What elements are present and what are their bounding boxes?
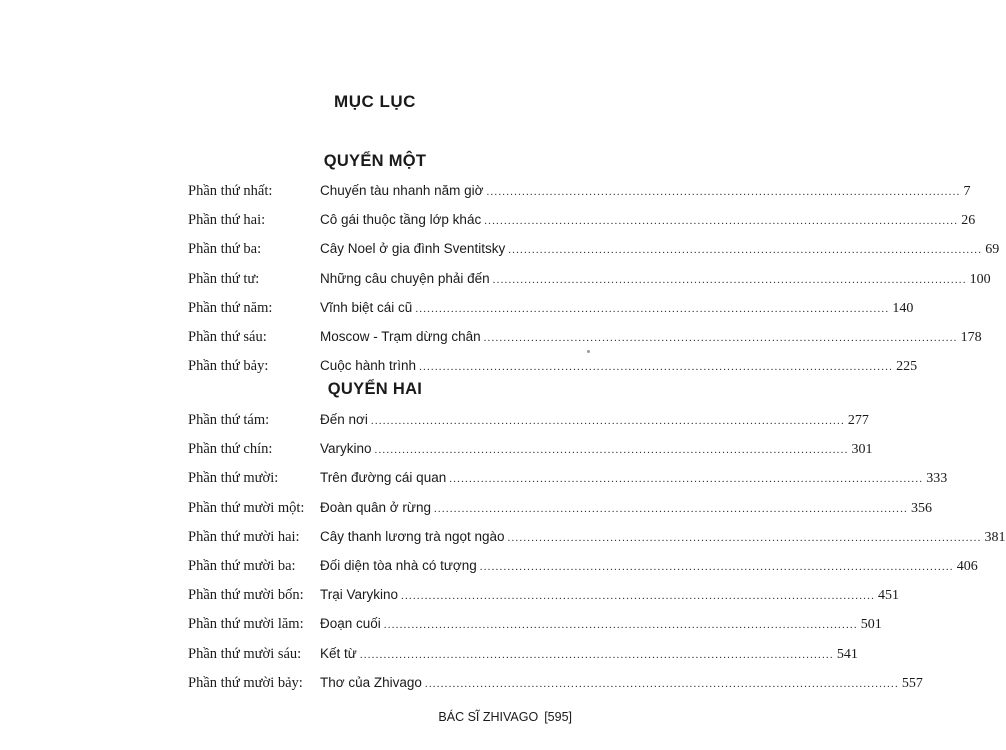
toc-dot-leader: ........................................................................................................................ xyxy=(401,590,876,603)
toc-chapter-title: Trại Varykino xyxy=(320,587,399,603)
toc-dot-leader: ........................................................................................................................ xyxy=(492,273,967,286)
toc-dot-leader: ........................................................................................................................ xyxy=(479,560,954,573)
footer-book-name: BÁC SĨ ZHIVAGO xyxy=(438,710,539,724)
toc-page-number: 301 xyxy=(851,442,873,458)
toc-chapter-title: Kết từ xyxy=(320,645,357,661)
toc-entry xyxy=(0,673,923,702)
toc-part-label: Phần thứ tám: xyxy=(188,412,270,428)
toc-dot-leader: ........................................................................................................................ xyxy=(370,415,845,427)
toc-dot-leader: ........................................................................................................................ xyxy=(433,502,908,515)
toc-part-label: Phần thứ tư: xyxy=(188,270,260,287)
toc-part-label: Phần thứ sáu: xyxy=(188,328,267,345)
toc-dot-leader: ........................................................................................................................ xyxy=(415,302,890,315)
toc-dot-leader: ........................................................................................................................ xyxy=(424,677,899,690)
toc-page-number: 225 xyxy=(896,359,918,375)
toc-chapter xyxy=(320,410,869,431)
toc-list-book-one xyxy=(0,181,1000,385)
toc-entry xyxy=(0,239,1000,268)
toc-chapter xyxy=(320,239,1000,260)
toc-part-label: Phần thứ bảy: xyxy=(188,358,269,375)
toc-dot-leader: ........................................................................................................................ xyxy=(419,361,894,374)
toc-chapter xyxy=(320,585,900,606)
toc-dot-leader: ........................................................................................................................ xyxy=(486,186,961,198)
toc-entry xyxy=(0,527,1006,556)
toc-page-number: 451 xyxy=(878,588,900,604)
toc-page-number: 406 xyxy=(956,558,978,574)
toc-entry xyxy=(0,498,932,527)
toc-part-label: Phần thứ chín: xyxy=(188,441,273,458)
toc-part-label: Phần thứ mười ba: xyxy=(188,557,296,574)
toc-chapter xyxy=(320,356,918,377)
toc-chapter-title: Cây thanh lương trà ngọt ngào xyxy=(320,528,505,544)
toc-page-number: 26 xyxy=(961,213,976,229)
toc-chapter-title: Đối diện tòa nhà có tượng xyxy=(320,557,477,573)
toc-chapter xyxy=(320,468,948,489)
toc-chapter xyxy=(320,498,932,519)
toc-page-number: 381 xyxy=(984,529,1006,545)
toc-chapter xyxy=(320,673,923,694)
footer-page-number: [595] xyxy=(544,710,572,724)
toc-dot-leader: ........................................................................................................................ xyxy=(507,531,982,544)
toc-chapter-title: Những câu chuyện phải đến xyxy=(320,270,490,286)
toc-part-label: Phần thứ mười bảy: xyxy=(188,674,303,691)
toc-chapter-title: Cuộc hành trình xyxy=(320,358,417,374)
toc-chapter xyxy=(320,298,914,319)
toc-dot-leader: ........................................................................................................................ xyxy=(383,619,858,632)
book-one-heading: QUYỂN MỘT xyxy=(323,152,427,170)
toc-part-label: Phần thứ nhất: xyxy=(188,183,273,199)
toc-entry xyxy=(0,585,900,614)
toc-chapter-title: Cô gái thuộc tầng lớp khác xyxy=(320,212,482,228)
toc-part-label: Phần thứ hai: xyxy=(188,212,266,229)
toc-chapter-title: Chuyến tàu nhanh năm giờ xyxy=(320,183,484,198)
toc-part-label: Phần thứ mười hai: xyxy=(188,528,300,545)
toc-entry xyxy=(0,410,869,439)
toc-part-label: Phần thứ mười bốn: xyxy=(188,587,304,604)
toc-chapter xyxy=(320,269,991,290)
toc-page-number: 69 xyxy=(985,242,1000,258)
toc-chapter-title: Thơ của Zhivago xyxy=(320,674,422,690)
toc-page-number: 100 xyxy=(969,271,991,287)
toc-chapter xyxy=(320,327,982,348)
toc-dot-leader: ........................................................................................................................ xyxy=(359,648,834,661)
toc-page-number: 501 xyxy=(860,617,882,633)
toc-dot-leader: ........................................................................................................................ xyxy=(508,244,983,257)
toc-entry xyxy=(0,556,978,585)
toc-list-book-two xyxy=(0,410,1006,702)
toc-part-label: Phần thứ mười: xyxy=(188,470,279,487)
toc-entry xyxy=(0,644,858,673)
toc-chapter xyxy=(320,556,978,577)
toc-chapter xyxy=(320,181,971,202)
toc-chapter-title: Đến nơi xyxy=(320,412,368,427)
toc-page-number: 333 xyxy=(926,471,948,487)
page-title: MỤC LỤC xyxy=(334,92,416,111)
toc-dot-leader: ........................................................................................................................ xyxy=(483,331,958,344)
toc-entry xyxy=(0,298,914,327)
toc-part-label: Phần thứ ba: xyxy=(188,241,262,258)
toc-entry xyxy=(0,468,948,497)
toc-page-number: 140 xyxy=(892,300,914,316)
toc-part-label: Phần thứ mười lăm: xyxy=(188,616,304,633)
toc-chapter-title: Moscow - Trạm dừng chân xyxy=(320,328,481,344)
toc-entry xyxy=(0,327,982,356)
toc-part-label: Phần thứ năm: xyxy=(188,299,273,316)
toc-chapter-title: Đoạn cuối xyxy=(320,616,381,632)
toc-chapter-title: Cây Noel ở gia đình Sventitsky xyxy=(320,241,506,257)
toc-dot-leader: ........................................................................................................................ xyxy=(449,473,924,486)
toc-entry xyxy=(0,210,976,239)
toc-page-number: 7 xyxy=(963,184,971,199)
print-speck xyxy=(587,350,590,353)
toc-page-number: 178 xyxy=(960,329,982,345)
toc-part-label: Phần thứ mười một: xyxy=(188,499,305,516)
toc-page-number: 277 xyxy=(847,413,869,428)
page-footer xyxy=(0,710,572,724)
toc-part-label: Phần thứ mười sáu: xyxy=(188,645,302,662)
toc-chapter xyxy=(320,210,976,231)
toc-chapter-title: Vĩnh biệt cái cũ xyxy=(320,299,413,315)
toc-page-number: 356 xyxy=(910,500,932,516)
book-two-heading: QUYỂN HAI xyxy=(327,380,423,398)
toc-page-number: 541 xyxy=(836,646,858,662)
toc-chapter xyxy=(320,527,1006,548)
toc-chapter xyxy=(320,439,873,460)
toc-entry xyxy=(0,181,971,210)
toc-chapter-title: Trên đường cái quan xyxy=(320,470,447,486)
toc-chapter xyxy=(320,644,858,665)
toc-chapter-title: Đoàn quân ở rừng xyxy=(320,499,431,515)
toc-page-number: 557 xyxy=(901,675,923,691)
toc-dot-leader: ........................................................................................................................ xyxy=(374,444,849,457)
toc-entry xyxy=(0,614,882,643)
toc-chapter-title: Varykino xyxy=(320,441,372,457)
toc-entry xyxy=(0,269,991,298)
toc-dot-leader: ........................................................................................................................ xyxy=(484,215,959,228)
toc-chapter xyxy=(320,614,882,635)
toc-entry xyxy=(0,439,873,468)
